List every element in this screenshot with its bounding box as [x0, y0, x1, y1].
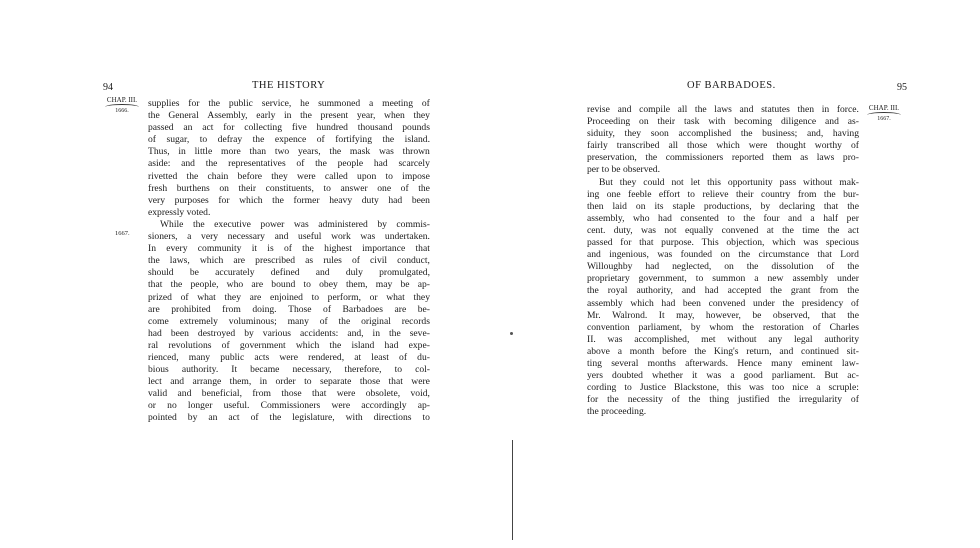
text-line: proprietary government, to summon a new assembly under: [587, 273, 859, 285]
text-line: fresh burthens on their constituents, to answer one of the: [148, 182, 430, 194]
text-line: come extremely voluminous; many of the original records: [148, 315, 430, 327]
text-line: cording to Justice Blackstone, this was too nice a scruple:: [587, 382, 859, 394]
text-line: and ingenious, was founded on the circumstance that Lord: [587, 249, 859, 261]
right-page: [490, 0, 980, 548]
chapter-marginal-note: [865, 104, 903, 123]
text-line: convention parliament, by whom the restoration of Charles: [587, 321, 859, 333]
text-line: Willoughby had neglected, on the dissolution of the: [587, 261, 859, 273]
text-line: for the necessity of the thing justified the irregularity of: [587, 394, 859, 406]
text-line: In every community it is of the highest importance that: [148, 243, 430, 255]
chapter-year: 1667.: [877, 116, 891, 122]
text-line: bious authority. It became necessary, therefore, to col-: [148, 364, 430, 376]
body-text: [148, 98, 430, 425]
text-line: While the executive power was administered by commis-: [160, 218, 430, 230]
text-line: assembly, who had consented to the four and a half per: [587, 212, 859, 224]
text-line: revise and compile all the laws and statutes then in force.: [587, 104, 859, 115]
text-line: II. was accomplished, met without any legal authority: [587, 333, 859, 345]
text-line: then laid on its staple productions, by declaring that the: [587, 200, 859, 212]
page-number: 95: [897, 82, 907, 93]
text-line: Proceeding on their task with becoming diligence and as-: [587, 116, 859, 128]
text-line: Mr. Walrond. It may, however, be observed, that the: [587, 309, 859, 321]
chapter-marginal-note: [103, 96, 141, 115]
text-line: sioners, a very necessary and useful work was undertaken.: [148, 231, 430, 243]
text-line: that the people, who are bound to obey them, may be ap-: [148, 279, 430, 291]
running-head: THE HISTORY: [252, 80, 326, 91]
text-line: prized of what they are enjoined to perform, or what they: [148, 291, 430, 303]
chapter-year: 1666.: [115, 108, 129, 114]
chapter-label: CHAP. III.: [868, 104, 900, 112]
text-line: ing one feeble effort to relieve their country from the bur-: [587, 188, 859, 200]
text-line: the laws, which are prescribed as rules of civil conduct,: [148, 255, 430, 267]
text-line: very purposes for which the former heavy duty had been: [148, 194, 430, 206]
text-line: expressly voted.: [148, 206, 211, 218]
text-line: the proceeding.: [587, 406, 647, 418]
text-line: above a month before the King's return, and continued sit-: [587, 345, 859, 357]
text-line: ral revolutions of government which the island had expe-: [148, 339, 430, 351]
text-line: siduity, they soon accomplished the business; and, having: [587, 128, 859, 140]
text-line: But they could not let this opportunity pass without mak-: [599, 176, 859, 188]
text-line: are prohibited from doing. Those of Barbadoes are be-: [148, 303, 430, 315]
text-line: ting several months afterwards. Hence many eminent law-: [587, 357, 859, 369]
body-text: [587, 104, 859, 418]
running-head: OF BARBADOES.: [687, 80, 776, 91]
margin-year: 1667.: [115, 230, 130, 237]
text-line: cent. duty, was not equally convened at the time the act: [587, 224, 859, 236]
text-line: supplies for the public service, he summoned a meeting of: [148, 98, 430, 109]
text-line: pointed by an act of the legislature, with directions to: [148, 412, 430, 424]
text-line: valid and beneficial, from those that were obsolete, void,: [148, 388, 430, 400]
text-line: Thus, in little more than two years, the mask was thrown: [148, 146, 430, 158]
text-line: assembly which had been convened under the presidency of: [587, 297, 859, 309]
text-line: or no longer useful. Commissioners were accordingly ap-: [148, 400, 430, 412]
text-line: rienced, many public acts were rendered, at least of du-: [148, 351, 430, 363]
text-line: fairly transcribed all those which were thought worthy of: [587, 140, 859, 152]
text-line: of sugar, to defray the expence of fortifying the island.: [148, 134, 430, 146]
text-line: had been destroyed by various accidents: and, in the seve-: [148, 327, 430, 339]
page-number: 94: [103, 82, 113, 93]
text-line: yers doubted whether it was a good parliament. But ac-: [587, 370, 859, 382]
text-line: the General Assembly, early in the present year, when they: [148, 110, 430, 122]
text-line: should be accurately defined and duly promulgated,: [148, 267, 430, 279]
text-line: passed for that purpose. This objection, which was specious: [587, 237, 859, 249]
text-line: passed an act for collecting five hundred thousand pounds: [148, 122, 430, 134]
text-line: preservation, the commissioners reported them as laws pro-: [587, 152, 859, 164]
text-line: aside: and the representatives of the people had scarcely: [148, 158, 430, 170]
text-line: rivetted the chain before they were called upon to impose: [148, 170, 430, 182]
text-line: lect and arrange them, in order to separate those that were: [148, 376, 430, 388]
text-line: per to be observed.: [587, 164, 660, 176]
text-line: the royal authority, and had accepted the grant from the: [587, 285, 859, 297]
chapter-label: CHAP. III.: [106, 96, 138, 104]
